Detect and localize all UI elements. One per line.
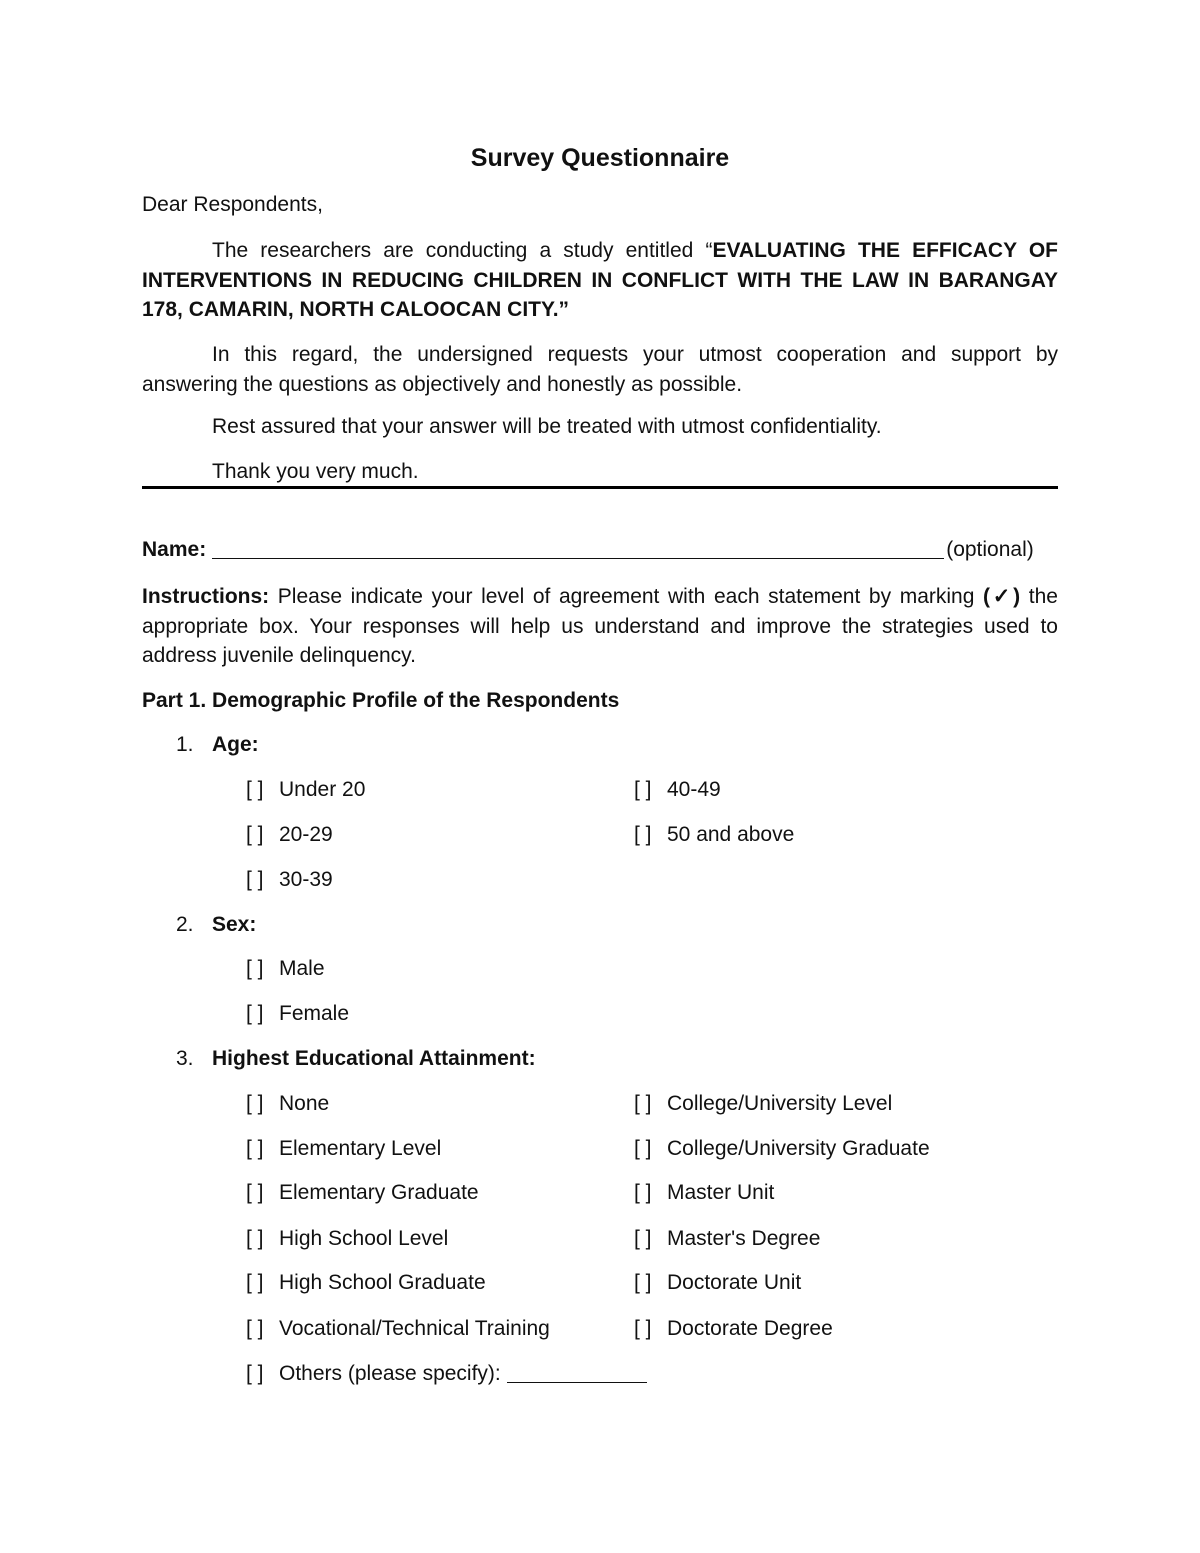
option-edu-elementary-level[interactable]: [246, 1136, 441, 1162]
name-field: [142, 537, 1034, 563]
question-number: 3.: [176, 1047, 194, 1070]
option-label: Elementary Level: [279, 1137, 442, 1160]
option-edu-none[interactable]: [246, 1091, 329, 1117]
name-optional-note: (optional): [946, 538, 1034, 561]
option-label: Master's Degree: [667, 1227, 821, 1250]
name-input-line[interactable]: [212, 558, 944, 559]
question-number: 1.: [176, 733, 194, 756]
option-edu-master-unit[interactable]: [634, 1180, 774, 1206]
checkbox[interactable]: [ ]: [634, 1271, 652, 1294]
option-sex-female[interactable]: [246, 1001, 349, 1027]
checkbox[interactable]: [ ]: [246, 1362, 264, 1385]
option-edu-others[interactable]: [246, 1361, 647, 1387]
option-age-50-above[interactable]: [634, 822, 794, 848]
option-label: Female: [279, 1002, 350, 1025]
checkbox[interactable]: [ ]: [634, 1181, 652, 1204]
survey-page: [142, 0, 1058, 1553]
confidentiality-paragraph: Rest assured that your answer will be treated with utmost confidentiality.: [212, 415, 882, 438]
option-label: College/University Level: [667, 1092, 893, 1115]
option-label: Master Unit: [667, 1181, 775, 1204]
option-age-20-29[interactable]: [246, 822, 333, 848]
question-label-education: Highest Educational Attainment:: [212, 1047, 536, 1070]
option-label: Doctorate Unit: [667, 1271, 802, 1294]
part1-heading: Part 1. Demographic Profile of the Respondents: [142, 689, 620, 712]
option-edu-college-level[interactable]: [634, 1091, 892, 1117]
option-label: High School Level: [279, 1227, 449, 1250]
option-label: Under 20: [279, 778, 366, 801]
checkbox[interactable]: [ ]: [246, 778, 264, 801]
question-label-sex: Sex:: [212, 913, 257, 936]
cooperation-paragraph: In this regard, the undersigned requests your utmost cooperation and support by answering the questions as objectively and honestly as possible.: [142, 343, 1058, 396]
checkbox[interactable]: [ ]: [634, 1092, 652, 1115]
checkbox[interactable]: [ ]: [246, 957, 264, 980]
question-number: 2.: [176, 913, 194, 936]
option-label: College/University Graduate: [667, 1137, 930, 1160]
option-label: 50 and above: [667, 823, 795, 846]
instructions-label: Instructions:: [142, 585, 270, 608]
checkbox[interactable]: [ ]: [634, 1227, 652, 1250]
checkbox[interactable]: [ ]: [246, 823, 264, 846]
option-label: 40-49: [667, 778, 721, 801]
instructions-text-b: the appropriate box. Your responses will help us understand and improve the strategies used to address juvenile delinquency.: [142, 585, 1058, 667]
closing-text: Thank you very much.: [212, 460, 419, 483]
salutation: Dear Respondents,: [142, 193, 323, 216]
option-label: None: [279, 1092, 330, 1115]
option-sex-male[interactable]: [246, 956, 325, 982]
page-title: Survey Questionnaire: [470, 144, 730, 172]
checkbox[interactable]: [ ]: [246, 1092, 264, 1115]
option-edu-masters-degree[interactable]: [634, 1226, 820, 1252]
checkbox[interactable]: [ ]: [246, 1181, 264, 1204]
option-age-under-20[interactable]: [246, 777, 365, 803]
checkbox[interactable]: [ ]: [246, 1317, 264, 1340]
option-label: Vocational/Technical Training: [279, 1317, 550, 1340]
option-age-30-39[interactable]: [246, 867, 333, 893]
option-edu-college-graduate[interactable]: [634, 1136, 930, 1162]
option-label: Others (please specify):: [279, 1362, 501, 1385]
option-edu-high-school-level[interactable]: [246, 1226, 448, 1252]
option-edu-doctorate-degree[interactable]: [634, 1316, 833, 1342]
checkbox[interactable]: [ ]: [246, 1137, 264, 1160]
checkbox[interactable]: [ ]: [634, 1317, 652, 1340]
question-label-age: Age:: [212, 733, 259, 756]
option-edu-vocational[interactable]: [246, 1316, 550, 1342]
instructions-text-a: Please indicate your level of agreement with each statement by marking: [269, 585, 984, 608]
checkbox[interactable]: [ ]: [634, 823, 652, 846]
option-edu-doctorate-unit[interactable]: [634, 1270, 801, 1296]
others-specify-line[interactable]: [507, 1382, 647, 1383]
option-label: Doctorate Degree: [667, 1317, 833, 1340]
option-label: 30-39: [279, 868, 333, 891]
study-title: EVALUATING THE EFFICACY OF INTERVENTIONS IN REDUCING CHILDREN IN CONFLICT WITH THE LAW IN BARANGAY 178, CAMARIN, NORTH CALOOCAN CITY.”: [142, 239, 1058, 321]
checkbox[interactable]: [ ]: [634, 778, 652, 801]
checkbox[interactable]: [ ]: [246, 1002, 264, 1025]
name-label: Name:: [142, 538, 207, 561]
option-label: 20-29: [279, 823, 333, 846]
instructions-paragraph: [142, 582, 1058, 671]
option-label: High School Graduate: [279, 1271, 486, 1294]
option-label: Elementary Graduate: [279, 1181, 479, 1204]
checkbox[interactable]: [ ]: [246, 1227, 264, 1250]
section-divider: [142, 486, 1058, 489]
option-label: Male: [279, 957, 325, 980]
checkbox[interactable]: [ ]: [246, 868, 264, 891]
checkmark-symbol: (✓): [983, 585, 1021, 608]
option-edu-high-school-graduate[interactable]: [246, 1270, 486, 1296]
intro-paragraph: [142, 236, 1058, 325]
option-edu-elementary-graduate[interactable]: [246, 1180, 479, 1206]
checkbox[interactable]: [ ]: [246, 1271, 264, 1294]
checkbox[interactable]: [ ]: [634, 1137, 652, 1160]
option-age-40-49[interactable]: [634, 777, 721, 803]
intro-lead: The researchers are conducting a study entitled “: [212, 239, 713, 262]
